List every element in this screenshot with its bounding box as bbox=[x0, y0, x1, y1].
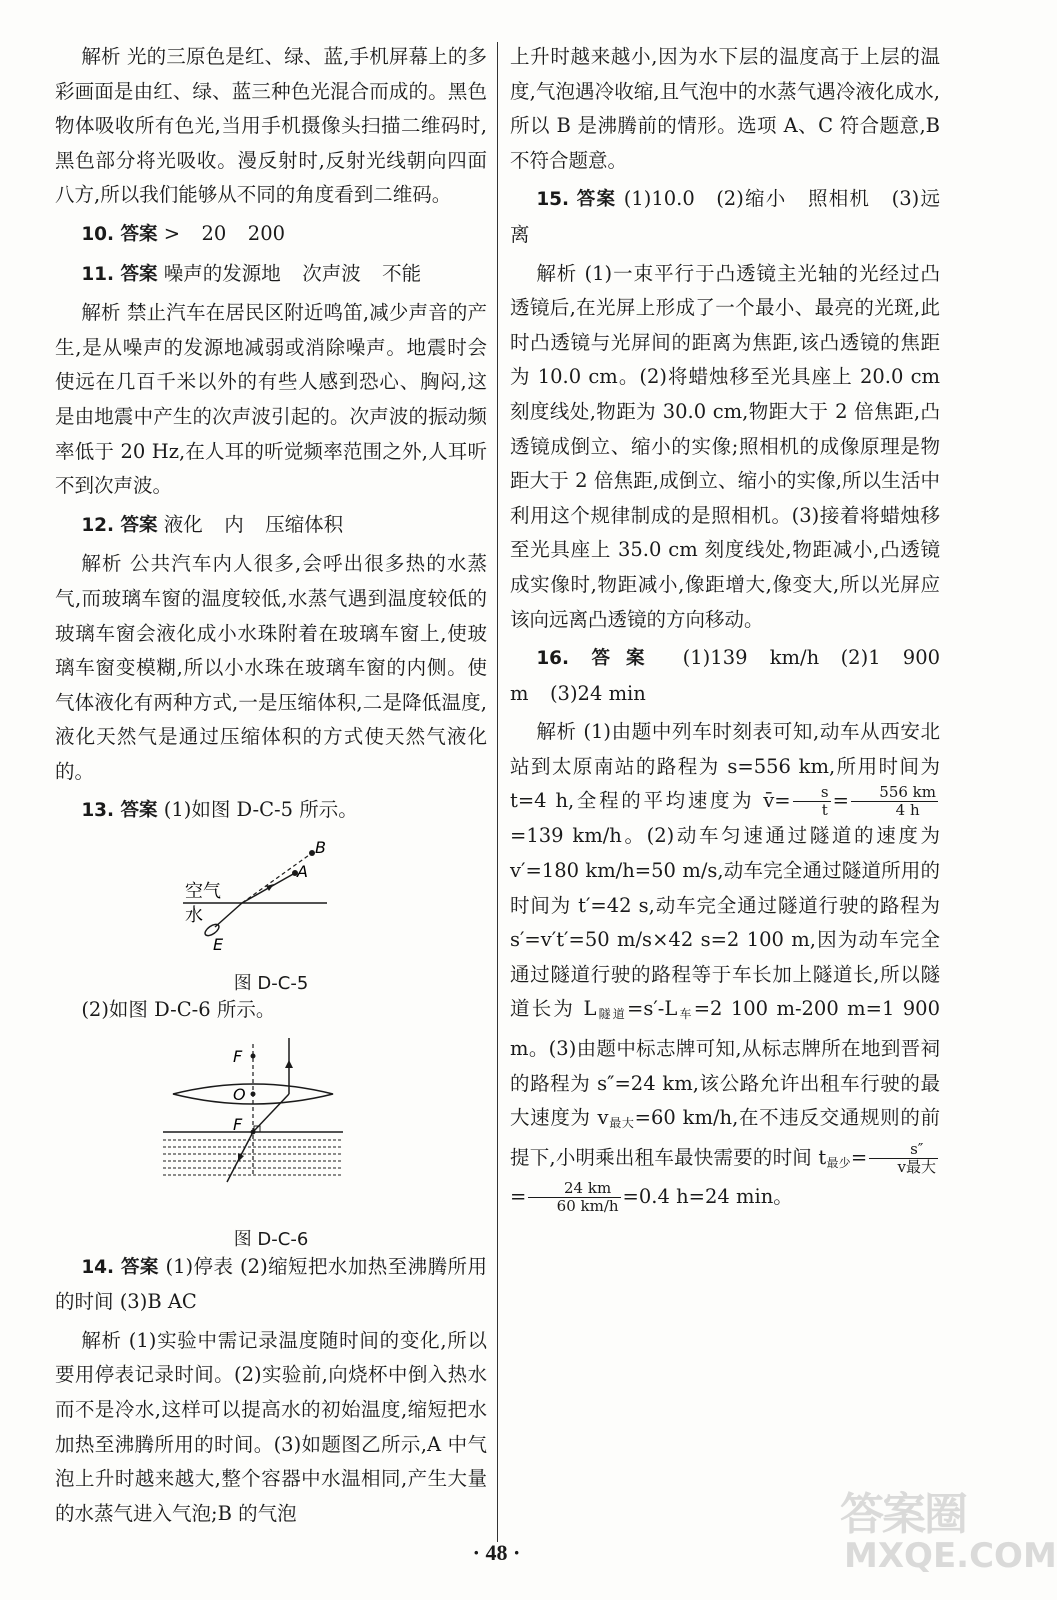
page-number: · 48 · bbox=[472, 1540, 521, 1565]
label-e: E bbox=[213, 935, 224, 955]
answer-11: 11. 答案 噪声的发源地 次声波 不能 bbox=[81, 261, 422, 285]
focus-top bbox=[251, 1053, 256, 1058]
column-divider bbox=[497, 42, 498, 1542]
fraction-s2-over-vmax: $\frac{s''}{\text{v最大}}$ bbox=[869, 1141, 938, 1176]
lens-diagram bbox=[55, 1034, 487, 1214]
answer-14-explanation: 解析 (1)实验中需记录温度随时间的变化,所以要用停表记录时间。(2)实验前,向烧杯中倒入热水而不是冷水,这样可以提高水的初始温度,缩短把水加热至沸腾所用的时间。(3)如题图乙所示,A 中气泡上升时越来越大,整个容器中水温相同,产生大量的水蒸气进入气泡;B 的气泡 bbox=[55, 1328, 487, 1525]
label-water: 水 bbox=[185, 905, 203, 927]
ray-to-lens bbox=[253, 1094, 289, 1132]
label-f-top: F bbox=[233, 1046, 243, 1066]
answer-12-explanation: 解析 公共汽车内人很多,会呼出很多热的水蒸气,而玻璃车窗的温度较低,水蒸气遇到温度较低的玻璃车窗会液化成小水珠附着在玻璃车窗上,使玻璃车窗变模糊,所以小水珠在玻璃车窗的内侧。使气体液化有两种方式,一是压缩体积,二是降低温度,液化天然气是通过压缩体积的方式使天然气液化的。 bbox=[55, 552, 487, 783]
answer-16: 16. 答案 (1)139 km/h (2)1 900 m (3)24 min bbox=[510, 646, 941, 705]
answer-14: 14. 答案 (1)停表 (2)缩短把水加热至沸腾所用的时间 (3)B AC bbox=[55, 1254, 487, 1314]
answer-9-explanation: 解析 光的三原色是红、绿、蓝,手机屏幕上的多彩画面是由红、绿、蓝三种色光混合而成的。黑色物体吸收所有色光,当用手机摄像头扫描二维码时,黑色部分将光吸收。漫反射时,反射光线朝向四面八方,所以我们能够从不同的角度看到二维码。 bbox=[55, 45, 487, 207]
incident-ray bbox=[215, 903, 242, 927]
left-column bbox=[55, 40, 487, 1531]
refraction-diagram bbox=[55, 835, 487, 957]
fraction-24-over-60: $\frac{24 km}{60 km/h}$ bbox=[528, 1180, 620, 1215]
watermark-en: MXQE.COM bbox=[844, 1536, 1057, 1576]
label-o: O bbox=[233, 1084, 246, 1104]
answer-15-explanation: 解析 (1)一束平行于凸透镜主光轴的光经过凸透镜后,在光屏上形成了一个最小、最亮的光斑,此时凸透镜与光屏间的距离为焦距,该凸透镜的焦距为 10.0 cm。(2)将蜡烛移至光具座上 20.0 cm 刻度线处,物距为 30.0 cm,物距大于 2 倍焦距,凸透镜成倒立、缩小的实像;照相机的成像原理是物距大于 2 倍焦距,成倒立、缩小的实像,所以生活中利用这个规律制成的是照相机。(3)接着将蜡烛移至光具座上 35.0 cm 刻度线处,物距减小,凸透镜成实像时,物距减小,像距增大,像变大,所以光屏应该向远离凸透镜的方向移动。 bbox=[510, 261, 940, 631]
answer-16-explanation: 解析 (1)由题中列车时刻表可知,动车从西安北站到太原南站的路程为 s=556 km,所用时间为 t=4 h,全程的平均速度为 v̄= $\frac{s}{t}$ = $\frac{556 km}{4 h}$ =139 km/h。(2)动车匀速通过隧道的速度为 v′=180 km/h=50 m/s,动车完全通过隧道所用的时间为 t′=42 s,动车完全通过隧道行驶的路程为 s′=v′t′=50 m/s×42 s=2 100 m,因为动车完全通过隧道行驶的路程等于车长加上隧道长,所以隧道长为 $L_{隧道}=s'-L_车=2$ 100 m-200 m=1 900 m。(3)由题中标志牌可知,从标志牌所在地到晋祠的路程为 s″=24 km,该公路允许出租车行驶的最大速度为 $v_{最大}=60$ km/h,在不违反交通规则的前提下,小明乘出租车最快需要的时间 $t_{最少}=$ $\frac{s''}{\text{v最大}}$ = $\frac{24 km}{60 km/h}$ =0.4 h=24 min。 bbox=[510, 720, 940, 1216]
figure-d-c-6 bbox=[55, 1034, 487, 1251]
label-f-bottom: F bbox=[233, 1114, 243, 1134]
figure-6-caption: 图 D-C-6 bbox=[233, 1229, 309, 1251]
answer-12: 12. 答案 液化 内 压缩体积 bbox=[81, 512, 344, 536]
watermark-logo bbox=[840, 1478, 1057, 1588]
label-air: 空气 bbox=[185, 881, 221, 903]
watermark-cn: 答案圈 bbox=[840, 1489, 966, 1540]
label-a: A bbox=[297, 862, 308, 882]
figure-5-caption: 图 D-C-5 bbox=[233, 972, 309, 994]
answer-10: 10. 答案 > 20 200 bbox=[81, 221, 286, 245]
answer-11-explanation: 解析 禁止汽车在居民区附近鸣笛,减少声音的产生,是从噪声的发源地减弱或消除噪声。地震时会使远在几百千米以外的有些人感到恐心、胸闷,这是由地震中产生的次声波引起的。次声波的振动频率低于 20 Hz,在人耳的听觉频率范围之外,人耳听不到次声波。 bbox=[55, 301, 487, 498]
optical-center bbox=[251, 1091, 256, 1096]
fraction-556-over-4: $\frac{556 km}{4 h}$ bbox=[851, 784, 938, 819]
answer-15: 15. 答案 (1)10.0 (2)缩小 照相机 (3)远离 bbox=[510, 187, 941, 246]
figure-d-c-5 bbox=[55, 835, 487, 994]
answer-13-part2: (2)如图 D-C-6 所示。 bbox=[81, 998, 276, 1022]
right-column bbox=[510, 40, 940, 1215]
label-b: B bbox=[315, 838, 326, 858]
answer-14-explanation-cont: 上升时越来越小,因为水下层的温度高于上层的温度,气泡遇冷收缩,且气泡中的水蒸气遇冷液化成水,所以 B 是沸腾前的情形。选项 A、C 符合题意,B 不符合题意。 bbox=[510, 45, 940, 172]
arrow-up bbox=[285, 1060, 293, 1068]
answer-13: 13. 答案 (1)如图 D-C-5 所示。 bbox=[81, 798, 358, 822]
fraction-s-over-t: $\frac{s}{t}$ bbox=[793, 784, 831, 819]
